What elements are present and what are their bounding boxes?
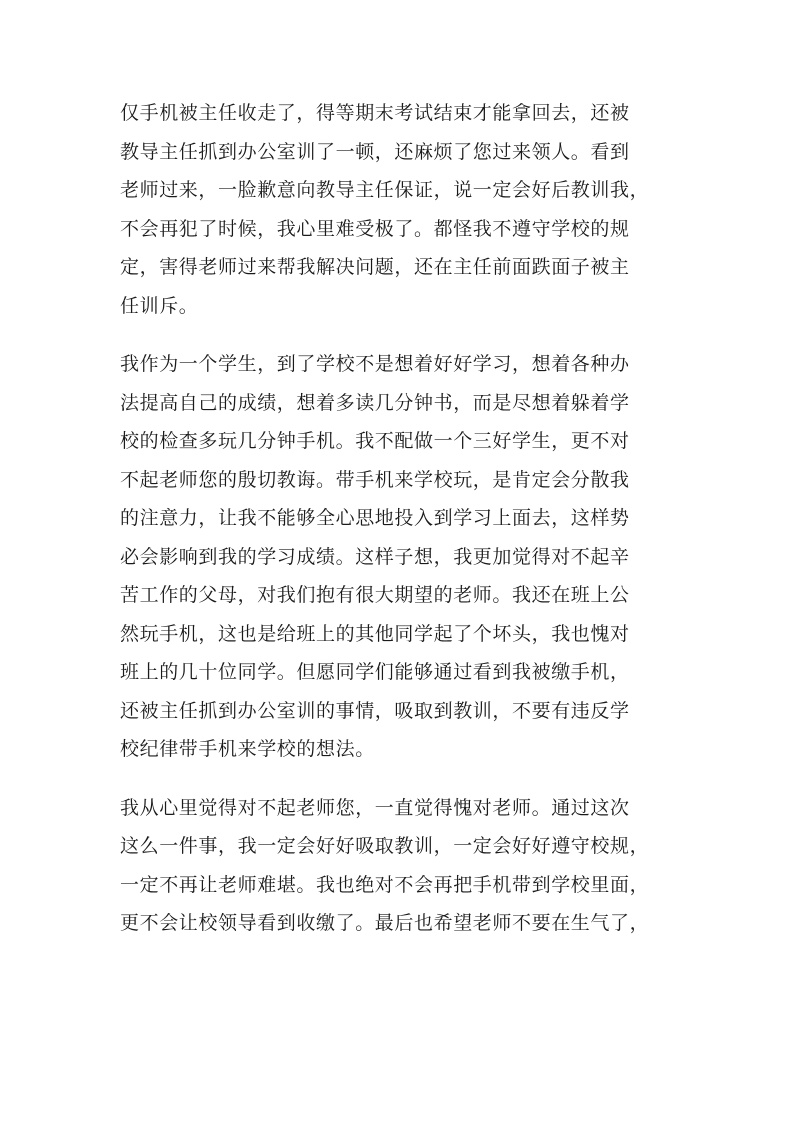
- text-line: 我作为一个学生，到了学校不是想着好好学习，想着各种办: [120, 353, 630, 375]
- text-line: 不起老师您的殷切教诲。带手机来学校玩，是肯定会分散我: [120, 468, 630, 491]
- text-line: 班上的几十位同学。但愿同学们能够通过看到我被缴手机，: [120, 661, 630, 683]
- text-line: 法提高自己的成绩，想着多读几分钟书，而是尽想着躲着学: [120, 391, 630, 414]
- text-line: 然玩手机，这也是给班上的其他同学起了个坏头，我也愧对: [120, 622, 630, 645]
- text-line: 校的检查多玩几分钟手机。我不配做一个三好学生，更不对: [120, 430, 630, 452]
- text-line: 苦工作的父母，对我们抱有很大期望的老师。我还在班上公: [120, 584, 630, 606]
- paragraph-3: [120, 789, 676, 943]
- text-line: 我从心里觉得对不起老师您，一直觉得愧对老师。通过这次: [120, 796, 630, 819]
- text-line: 定，害得老师过来帮我解决问题，还在主任前面跌面子被主: [120, 256, 630, 278]
- text-line: 必会影响到我的学习成绩。这样子想，我更加觉得对不起辛: [120, 545, 630, 568]
- text-line: 任训斥。: [120, 294, 199, 317]
- text-line: 更不会让校领导看到收缴了。最后也希望老师不要在生气了，: [120, 912, 650, 934]
- text-line: 教导主任抓到办公室训了一顿，还麻烦了您过来领人。看到: [120, 140, 630, 163]
- text-line: 老师过来，一脸歉意向教导主任保证，说一定会好后教训我，: [120, 179, 650, 201]
- paragraph-2: [120, 345, 676, 769]
- text-line: 不会再犯了时候，我心里难受极了。都怪我不遵守学校的规: [120, 217, 630, 240]
- text-line: 还被主任抓到办公室训的事情，吸取到教训，不要有违反学: [120, 699, 630, 722]
- text-line: 校纪律带手机来学校的想法。: [120, 738, 375, 760]
- text-line: 这么一件事，我一定会好好吸取教训，一定会好好遵守校规，: [120, 835, 650, 857]
- document-body: [120, 94, 676, 963]
- paragraph-1: [120, 94, 676, 325]
- text-line: 一定不再让老师难堪。我也绝对不会再把手机带到学校里面，: [120, 873, 650, 896]
- text-line: 仅手机被主任收走了，得等期末考试结束才能拿回去，还被: [120, 102, 630, 124]
- text-line: 的注意力，让我不能够全心思地投入到学习上面去，这样势: [120, 507, 630, 529]
